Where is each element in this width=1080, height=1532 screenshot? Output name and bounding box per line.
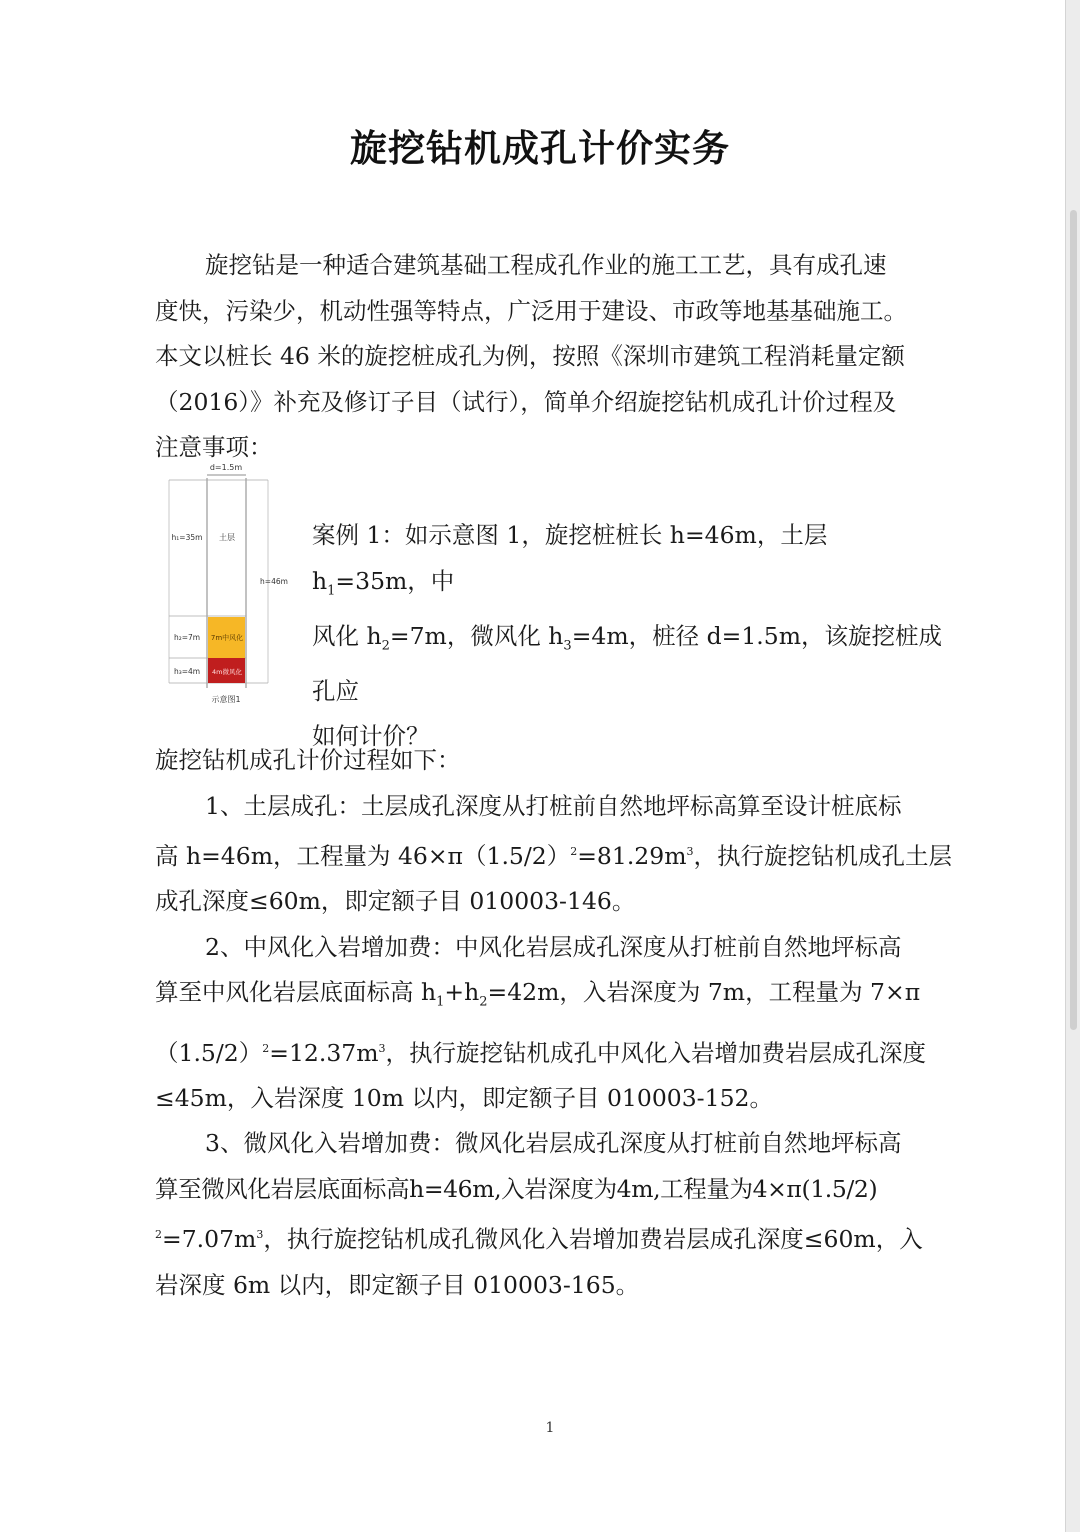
case-text: 风化 h [312, 621, 382, 650]
pile-diagram [163, 458, 295, 708]
item3-line: 岩深度 6m 以内，即定额子目 010003-165。 [155, 1270, 640, 1299]
intro-paragraph [155, 243, 955, 471]
page-number: 1 [545, 1420, 555, 1436]
item2-line: ≤45m，入岩深度 10m 以内，即定额子目 010003-152。 [155, 1083, 773, 1112]
case-text: 案例 1：如示意图 1，旋挖桩桩长 h=46m，土层 h [312, 521, 828, 595]
item-text: =12.37m [269, 1038, 379, 1067]
subscript: 1 [327, 583, 336, 599]
intro-line: 本文以桩长 46 米的旋挖桩成孔为例，按照《深圳市建筑工程消耗量定额 [155, 342, 905, 370]
item-text: =42m，入岩深度为 7m，工程量为 7×π [487, 978, 921, 1007]
item-text: ，执行旋挖钻机成孔中风化入岩增加费岩层成孔深度 [385, 1038, 926, 1067]
superscript: 2 [262, 1041, 270, 1055]
item-text: ，执行旋挖钻机成孔土层 [693, 841, 952, 870]
process-heading: 旋挖钻机成孔计价过程如下： [155, 746, 461, 774]
case-line [312, 513, 952, 614]
item-text: （1.5/2） [155, 1038, 263, 1067]
item1-line: 1、土层成孔：土层成孔深度从打桩前自然地坪标高算至设计桩底标 [205, 791, 902, 820]
item-text: 高 h=46m，工程量为 46×π（1.5/2） [155, 841, 571, 870]
figure-caption: 示意图1 [211, 695, 241, 704]
soil-layer-label: 土层 [219, 533, 235, 542]
case-paragraph [312, 513, 952, 760]
item3-line [155, 1212, 955, 1262]
medium-layer-label: 7m中风化 [210, 634, 244, 642]
item1-line [155, 829, 955, 879]
superscript: 2 [155, 1228, 162, 1242]
case-text: =4m，桩径 d=1.5m，该旋挖桩成孔应 [312, 621, 942, 705]
intro-line: 注意事项： [155, 433, 273, 461]
item-text: 算至中风化岩层底面标高 h [155, 978, 437, 1007]
intro-line: 旋挖钻是一种适合建筑基础工程成孔作业的施工工艺，具有成孔速 [205, 251, 887, 279]
scrollbar-thumb[interactable] [1070, 210, 1077, 1030]
pile-diagram-figure [163, 458, 295, 708]
case-text: =35m，中 [335, 566, 455, 595]
process-section [155, 738, 955, 1308]
item-text: ，执行旋挖钻机成孔微风化入岩增加费岩层成孔深度≤60m，入 [263, 1225, 923, 1254]
intro-line: 度快，污染少，机动性强等特点，广泛用于建设、市政等地基基础施工。 [155, 296, 907, 325]
intro-line: （2016）》补充及修订子目（试行），简单介绍旋挖钻机成孔计价过程及 [155, 387, 897, 416]
superscript: 3 [686, 845, 694, 858]
page-scrollbar-track[interactable] [1065, 0, 1080, 1532]
superscript: 3 [256, 1228, 264, 1242]
item-text: =81.29m [577, 841, 687, 870]
case-line [312, 614, 952, 715]
document-title: 旋挖钻机成孔计价实务 [350, 127, 730, 170]
item-text: =7.07m [162, 1225, 257, 1254]
case-line: 如何计价？ [312, 722, 430, 751]
item2-line [155, 1026, 955, 1076]
h3-label: h₃=4m [173, 667, 201, 676]
h2-label: h₂=7m [173, 633, 201, 642]
item3-line: 3、微风化入岩增加费：微风化岩层成孔深度从打桩前自然地坪标高 [205, 1129, 902, 1158]
item3-line: 算至微风化岩层底面标高h=46m,入岩深度为4m,工程量为4×π(1.5/2) [155, 1174, 878, 1203]
subscript: 1 [436, 995, 445, 1011]
h1-label: h₁=35m [171, 533, 203, 542]
item2-line: 2、中风化入岩增加费：中风化岩层成孔深度从打桩前自然地坪标高 [205, 932, 902, 961]
subscript: 3 [563, 638, 572, 654]
item-text: +h [444, 978, 480, 1007]
slight-layer-label: 4m微风化 [212, 668, 242, 676]
subscript: 2 [381, 638, 390, 654]
item1-line: 成孔深度≤60m，即定额子目 010003-146。 [155, 887, 636, 916]
case-text: =7m，微风化 h [389, 621, 564, 650]
item2-line [155, 970, 955, 1025]
superscript: 2 [570, 845, 578, 858]
superscript: 3 [378, 1041, 386, 1055]
subscript: 2 [479, 995, 488, 1011]
diameter-label: d=1.5m [209, 463, 243, 472]
h-total-label: h=46m [260, 577, 288, 586]
